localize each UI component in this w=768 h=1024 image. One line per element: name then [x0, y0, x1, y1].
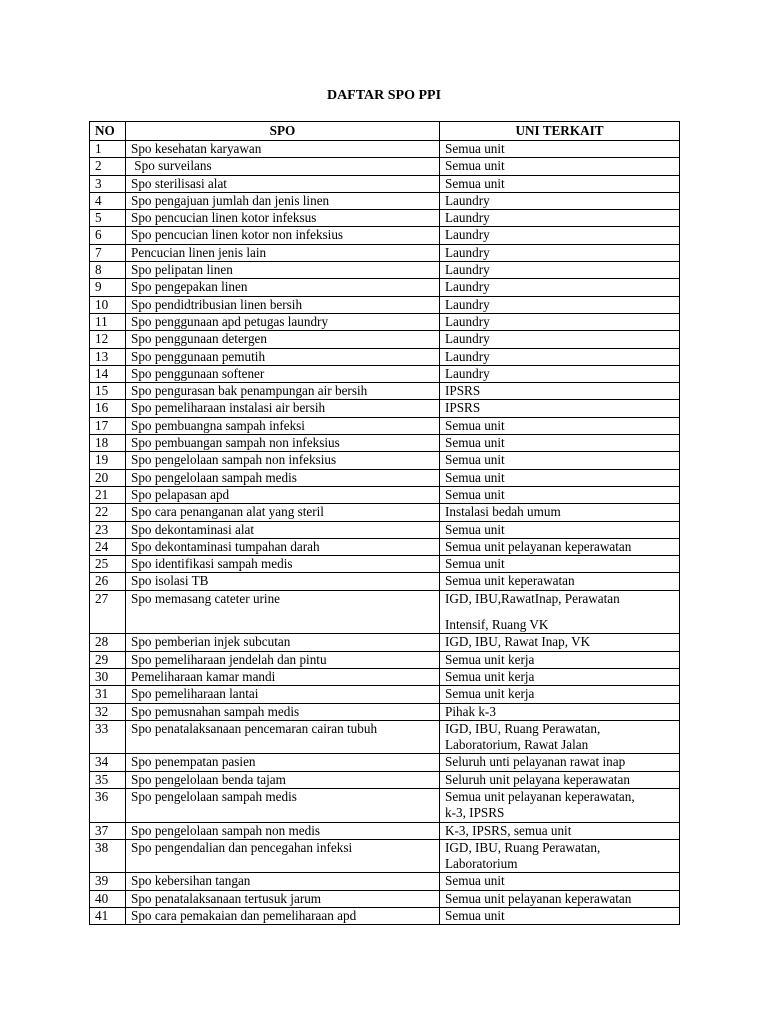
related-unit-line: Semua unit	[445, 556, 505, 572]
related-unit	[440, 839, 680, 873]
related-unit-line: IGD, IBU, Ruang Perawatan,	[445, 720, 601, 736]
spo-name: Spo pelipatan linen	[126, 262, 440, 279]
related-unit-line: IPSRS	[445, 400, 481, 416]
spo-name: Spo pengelolaan benda tajam	[126, 771, 440, 788]
table-row	[90, 686, 680, 703]
column-header-spo: SPO	[126, 122, 440, 141]
row-number: 38	[90, 839, 126, 873]
row-number: 9	[90, 279, 126, 296]
related-unit-line: Semua unit	[445, 452, 505, 468]
table-row	[90, 210, 680, 227]
row-number: 17	[90, 417, 126, 434]
row-number: 29	[90, 651, 126, 668]
row-number: 13	[90, 348, 126, 365]
spo-name: Spo pencucian linen kotor infeksus	[126, 210, 440, 227]
related-unit-line: Semua unit	[445, 158, 505, 174]
related-unit	[440, 331, 680, 348]
table-row	[90, 754, 680, 771]
spo-name: Spo pemusnahan sampah medis	[126, 703, 440, 720]
spo-name: Spo surveilans	[126, 158, 440, 175]
related-unit-line: Laundry	[445, 227, 490, 243]
spo-name: Spo pengelolaan sampah medis	[126, 469, 440, 486]
related-unit	[440, 227, 680, 244]
row-number: 10	[90, 296, 126, 313]
related-unit-line: Semua unit	[445, 908, 505, 924]
table-row	[90, 668, 680, 685]
related-unit	[440, 469, 680, 486]
row-number: 3	[90, 175, 126, 192]
spo-name: Pemeliharaan kamar mandi	[126, 668, 440, 685]
table-row	[90, 486, 680, 503]
table-row	[90, 141, 680, 158]
related-unit	[440, 175, 680, 192]
related-unit-line: Semua unit	[445, 141, 505, 156]
row-number: 28	[90, 634, 126, 651]
row-number: 31	[90, 686, 126, 703]
spo-name: Spo penatalaksanaan pencemaran cairan tubuh	[126, 720, 440, 754]
table-row	[90, 175, 680, 192]
related-unit-line: K-3, IPSRS, semua unit	[445, 822, 572, 838]
table-row	[90, 822, 680, 839]
row-number: 15	[90, 383, 126, 400]
related-unit	[440, 771, 680, 788]
related-unit-line: Semua unit	[445, 435, 505, 451]
row-number: 5	[90, 210, 126, 227]
row-number: 18	[90, 435, 126, 452]
spo-name: Spo isolasi TB	[126, 573, 440, 590]
row-number: 39	[90, 873, 126, 890]
related-unit	[440, 573, 680, 590]
related-unit-line: k-3, IPSRS	[445, 805, 505, 821]
spo-name: Spo kesehatan karyawan	[126, 141, 440, 158]
row-number: 34	[90, 754, 126, 771]
row-number: 37	[90, 822, 126, 839]
related-unit	[440, 262, 680, 279]
table-row	[90, 556, 680, 573]
related-unit-line: Semua unit	[445, 521, 505, 537]
spo-name: Spo pembuangna sampah infeksi	[126, 417, 440, 434]
row-number: 1	[90, 141, 126, 158]
related-unit-line: Semua unit pelayanan keperawatan	[445, 890, 632, 906]
related-unit	[440, 822, 680, 839]
spo-name: Spo memasang cateter urine	[126, 590, 440, 634]
spo-name: Spo dekontaminasi alat	[126, 521, 440, 538]
related-unit	[440, 634, 680, 651]
related-unit	[440, 538, 680, 555]
spo-name: Spo pengelolaan sampah non infeksius	[126, 452, 440, 469]
related-unit-line: Semua unit kerja	[445, 668, 535, 684]
row-number: 26	[90, 573, 126, 590]
related-unit	[440, 192, 680, 209]
spo-name: Spo pengelolaan sampah medis	[126, 788, 440, 822]
row-number: 36	[90, 788, 126, 822]
table-header-row	[90, 122, 680, 141]
related-unit	[440, 651, 680, 668]
column-header-unit: UNI TERKAIT	[440, 122, 680, 141]
row-number: 30	[90, 668, 126, 685]
related-unit-line: Semua unit	[445, 873, 505, 889]
related-unit-line: Laundry	[445, 296, 490, 312]
related-unit-line: Intensif, Ruang VK	[445, 617, 549, 633]
table-row	[90, 417, 680, 434]
related-unit-line: Laundry	[445, 279, 490, 295]
table-row	[90, 590, 680, 634]
row-number: 23	[90, 521, 126, 538]
table-row	[90, 435, 680, 452]
related-unit	[440, 417, 680, 434]
table-row	[90, 538, 680, 555]
row-number: 14	[90, 365, 126, 382]
related-unit-line: IGD, IBU, Rawat Inap, VK	[445, 634, 591, 650]
column-header-no: NO	[90, 122, 126, 141]
row-number: 12	[90, 331, 126, 348]
related-unit-line: IGD, IBU, Ruang Perawatan,	[445, 839, 601, 855]
related-unit	[440, 400, 680, 417]
related-unit	[440, 435, 680, 452]
spo-name: Spo pencucian linen kotor non infeksius	[126, 227, 440, 244]
row-number: 20	[90, 469, 126, 486]
related-unit-line: Semua unit pelayanan keperawatan,	[445, 788, 635, 804]
related-unit-line: Seluruh unti pelayanan rawat inap	[445, 754, 626, 770]
related-unit	[440, 890, 680, 907]
table-row	[90, 908, 680, 925]
spo-name: Spo identifikasi sampah medis	[126, 556, 440, 573]
spo-name: Spo dekontaminasi tumpahan darah	[126, 538, 440, 555]
table-row	[90, 348, 680, 365]
spo-name: Spo pengelolaan sampah non medis	[126, 822, 440, 839]
related-unit	[440, 141, 680, 158]
related-unit-line: IPSRS	[445, 383, 481, 399]
page-title: DAFTAR SPO PPI	[326, 88, 442, 103]
spo-name: Spo sterilisasi alat	[126, 175, 440, 192]
related-unit	[440, 486, 680, 503]
related-unit	[440, 908, 680, 925]
related-unit-line: Laundry	[445, 244, 490, 260]
spo-name: Spo pemeliharaan jendelah dan pintu	[126, 651, 440, 668]
related-unit-line: Laundry	[445, 331, 490, 347]
related-unit-line: Laboratorium, Rawat Jalan	[445, 737, 589, 753]
spo-name: Spo pelapasan apd	[126, 486, 440, 503]
related-unit	[440, 365, 680, 382]
related-unit	[440, 590, 680, 634]
row-number: 40	[90, 890, 126, 907]
row-number: 33	[90, 720, 126, 754]
row-number: 4	[90, 192, 126, 209]
row-number: 11	[90, 313, 126, 330]
related-unit	[440, 556, 680, 573]
related-unit	[440, 313, 680, 330]
table-row	[90, 365, 680, 382]
spo-name: Spo pemberian injek subcutan	[126, 634, 440, 651]
spo-name: Spo pembuangan sampah non infeksius	[126, 435, 440, 452]
spo-name: Spo penggunaan pemutih	[126, 348, 440, 365]
related-unit	[440, 452, 680, 469]
row-number: 16	[90, 400, 126, 417]
related-unit	[440, 788, 680, 822]
spo-name: Spo pengajuan jumlah dan jenis linen	[126, 192, 440, 209]
spo-name: Spo penggunaan apd petugas laundry	[126, 313, 440, 330]
spo-name: Spo penempatan pasien	[126, 754, 440, 771]
spo-name: Spo pendidtribusian linen bersih	[126, 296, 440, 313]
table-row	[90, 890, 680, 907]
related-unit-line: Semua unit	[445, 417, 505, 433]
related-unit-line: Semua unit kerja	[445, 651, 535, 667]
related-unit-line: Semua unit kerja	[445, 686, 535, 702]
row-number: 19	[90, 452, 126, 469]
table-row	[90, 262, 680, 279]
table-row	[90, 573, 680, 590]
table-row	[90, 192, 680, 209]
row-number: 7	[90, 244, 126, 261]
spo-name: Spo penggunaan detergen	[126, 331, 440, 348]
related-unit-line: Laundry	[445, 365, 490, 381]
row-number: 25	[90, 556, 126, 573]
related-unit	[440, 279, 680, 296]
table-row	[90, 839, 680, 873]
spo-name: Spo penatalaksanaan tertusuk jarum	[126, 890, 440, 907]
related-unit	[440, 296, 680, 313]
related-unit	[440, 504, 680, 521]
row-number: 32	[90, 703, 126, 720]
row-number: 8	[90, 262, 126, 279]
related-unit-line: Laundry	[445, 192, 490, 208]
related-unit-line: Laundry	[445, 313, 490, 329]
related-unit	[440, 686, 680, 703]
related-unit	[440, 668, 680, 685]
related-unit-line: IGD, IBU,RawatInap, Perawatan	[445, 590, 620, 606]
spo-name: Pencucian linen jenis lain	[126, 244, 440, 261]
related-unit	[440, 348, 680, 365]
spo-name: Spo cara pemakaian dan pemeliharaan apd	[126, 908, 440, 925]
table-row	[90, 634, 680, 651]
related-unit	[440, 521, 680, 538]
related-unit-line: Semua unit	[445, 175, 505, 191]
spo-name: Spo cara penanganan alat yang steril	[126, 504, 440, 521]
related-unit-line: Semua unit keperawatan	[445, 573, 575, 589]
spo-name: Spo pemeliharaan lantai	[126, 686, 440, 703]
table-row	[90, 469, 680, 486]
row-number: 27	[90, 590, 126, 634]
related-unit	[440, 873, 680, 890]
row-number: 35	[90, 771, 126, 788]
row-number: 21	[90, 486, 126, 503]
related-unit-line: Pihak k-3	[445, 703, 496, 719]
spo-name: Spo kebersihan tangan	[126, 873, 440, 890]
table-row	[90, 279, 680, 296]
row-number: 2	[90, 158, 126, 175]
related-unit	[440, 754, 680, 771]
related-unit-line: Laundry	[445, 210, 490, 226]
related-unit	[440, 383, 680, 400]
table-row	[90, 873, 680, 890]
spo-name: Spo penggunaan softener	[126, 365, 440, 382]
table-row	[90, 771, 680, 788]
table-row	[90, 296, 680, 313]
table-row	[90, 158, 680, 175]
table-row	[90, 452, 680, 469]
table-row	[90, 504, 680, 521]
table-row	[90, 651, 680, 668]
row-number: 41	[90, 908, 126, 925]
related-unit-line: Laboratorium	[445, 856, 518, 872]
table-row	[90, 720, 680, 754]
table-row	[90, 313, 680, 330]
table-row	[90, 400, 680, 417]
spo-name: Spo pengurasan bak penampungan air bersih	[126, 383, 440, 400]
related-unit	[440, 158, 680, 175]
related-unit-line: Laundry	[445, 348, 490, 364]
row-number: 24	[90, 538, 126, 555]
related-unit-line: Instalasi bedah umum	[445, 504, 561, 520]
related-unit-line: Laundry	[445, 262, 490, 278]
related-unit-line: Semua unit	[445, 486, 505, 502]
table-row	[90, 383, 680, 400]
row-number: 6	[90, 227, 126, 244]
spo-name: Spo pemeliharaan instalasi air bersih	[126, 400, 440, 417]
related-unit	[440, 244, 680, 261]
table-row	[90, 331, 680, 348]
spo-name: Spo pengepakan linen	[126, 279, 440, 296]
table-row	[90, 788, 680, 822]
related-unit	[440, 720, 680, 754]
related-unit	[440, 210, 680, 227]
table-row	[90, 703, 680, 720]
spo-table	[89, 121, 680, 925]
related-unit	[440, 703, 680, 720]
related-unit-line: Semua unit	[445, 469, 505, 485]
row-number: 22	[90, 504, 126, 521]
spo-name: Spo pengendalian dan pencegahan infeksi	[126, 839, 440, 873]
related-unit-line: Seluruh unit pelayana keperawatan	[445, 771, 630, 787]
related-unit-line: Semua unit pelayanan keperawatan	[445, 538, 632, 554]
table-row	[90, 227, 680, 244]
table-row	[90, 521, 680, 538]
table-row	[90, 244, 680, 261]
